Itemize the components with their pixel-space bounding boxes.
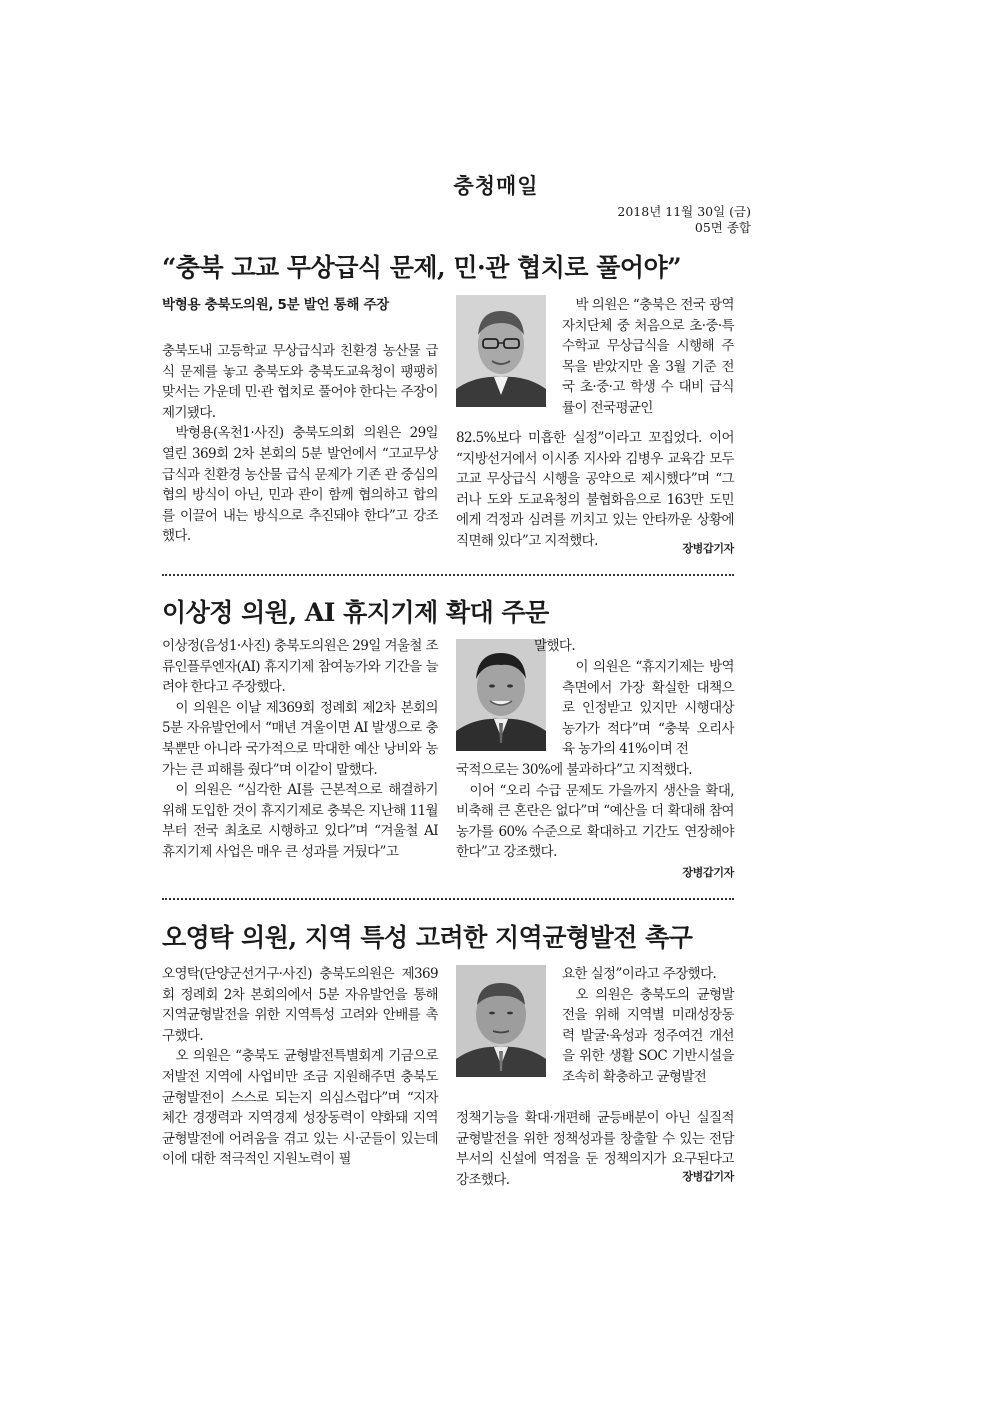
masthead: 충청매일 (453, 174, 539, 198)
article-1-photo (456, 295, 546, 407)
divider-1 (162, 574, 734, 576)
article-3-photo (456, 965, 546, 1077)
article-3-right-bottom-text: 정책기능을 확대·개편해 균등배분이 아닌 실질적 균형발전을 위한 정책성과를 창출할 수 있는 전담부서의 신설에 역점을 둔 정책의지가 요구된다고 강조했다. (456, 1110, 734, 1188)
article-1-left-paragraph-1: 충북도내 고등학교 무상급식과 친환경 농산물 급식 문제를 놓고 충북도와 충북도교육청이 팽팽히 맞서는 가운데 민·관 협치로 풀어야 한다는 주장이 제기됐다. (162, 343, 438, 421)
article-1-headline: “충북 고교 무상급식 문제, 민·관 협치로 풀어야” (162, 253, 682, 282)
article-2-right-bottom (456, 760, 734, 863)
article-1-right-top (562, 295, 734, 419)
article-3-left-paragraph-2: 오 의원은 “충북도 균형발전특별회계 기금으로 저발전 지역에 사업비만 조금 지원해주면 충북도 균형발전이 스스로 되는지 의심스럽다”며 “지자체간 경쟁력과 지역경제 성장동력이 약화돼 지역균형발전에 어려움을 겪고 있는 시·군들이 있는데 이에 대한 적극적인 지원노력이 필 (162, 1048, 438, 1168)
article-2-right-bottom-2-text: 이어 “오리 수급 문제도 가을까지 생산을 확대, 비축해 큰 혼란은 없다”며 “예산을 더 확대해 참여 농가를 60% 수준으로 확대하고 기간도 연장해야 한다”고 강조했다. (456, 782, 734, 861)
article-2-photo (456, 639, 546, 751)
article-2-left-paragraph-3: 이 의원은 “심각한 AI를 근본적으로 해결하기 위해 도입한 것이 휴지기제로 충북은 지난해 11월부터 전국 최초로 시행하고 있다”며 “겨울철 AI 휴지기제 사업은 매우 큰 성과를 거뒀다”고 (162, 782, 438, 860)
article-2-right-top-text: 말했다. (534, 638, 576, 654)
divider-2 (162, 898, 734, 900)
article-3-right-top (562, 964, 734, 1088)
article-3-left-paragraph-1: 오영탁(단양군선거구·사진) 충북도의원은 제369회 정례회 2차 본회의에서 5분 자유발언을 통해 지역균형발전을 위한 지역특성 고려와 안배를 촉구했다. (162, 966, 438, 1044)
article-2-left-column (162, 636, 438, 863)
date-text: 2018년 11월 30일 (금) (617, 204, 751, 219)
article-1-right-bottom (456, 428, 734, 552)
article-1-subhead: 박형용 충북도의원, 5분 발언 통해 주장 (162, 297, 390, 313)
article-2-right-top-2-text: 이 의원은 “휴지기제는 방역 측면에서 가장 확실한 대책으로 인정받고 있지만 시행대상 농가가 적다”며 “충북 오리사육 농가의 41%이며 전 (562, 659, 734, 758)
article-2-right-top-2 (562, 657, 734, 760)
article-2-headline: 이상정 의원, AI 휴지기제 확대 주문 (162, 598, 549, 627)
portrait-3-image (456, 965, 546, 1077)
article-1-right-top-text: 박 의원은 “충북은 전국 광역자치단체 중 처음으로 초·중·특수학교 무상급식을 시행해 주목을 받았지만 올 3월 기준 전국 초·중·고 학생 수 대비 급식률이 전국평균인 (562, 297, 734, 416)
article-3-left-column (162, 964, 438, 1170)
dateline (617, 204, 751, 236)
section-text: 05면 종합 (694, 220, 751, 235)
article-1-right-bottom-text: 82.5%보다 미흡한 실정”이라고 꼬집었다. 이어 “지방선거에서 이시종 지사와 김병우 교육감 모두 고교 무상급식 시행을 공약으로 제시했다”며 “그러나 도와 도교육청의 불협화음으로 163만 도민에게 걱정과 심려를 끼치고 있는 안타까운 상황에 직면해 있다”고 지적했다. (456, 430, 734, 549)
article-3-byline: 장병갑기자 (682, 1170, 734, 1183)
article-2-left-paragraph-2: 이 의원은 이날 제369회 정례회 제2차 본회의 5분 자유발언에서 “매년 겨울이면 AI 발생으로 충북뿐만 아니라 국가적으로 막대한 예산 낭비와 농가는 큰 피해를 줬다”며 이같이 말했다. (162, 699, 438, 778)
article-1-left-paragraph-2: 박형용(옥천1·사진) 충북도의회 의원은 29일 열린 369회 2차 본회의 5분 발언에서 “고교무상급식과 친환경 농산물 급식 문제가 기존 관 중심의 협의 방식이 아닌, 민과 관이 함께 협의하고 합의를 이끌어 내는 방식으로 추진돼야 한다”고 강조했다. (162, 425, 438, 545)
article-2-left-paragraph-1: 이상정(음성1·사진) 충북도의원은 29일 겨울철 조류인플루엔자(AI) 휴지기제 참여농가와 기간을 늘려야 한다고 주장했다. (162, 638, 438, 696)
article-3-headline: 오영탁 의원, 지역 특성 고려한 지역균형발전 촉구 (162, 923, 693, 952)
article-3-right-top-2-text: 오 의원은 충북도의 균형발전을 위해 지역별 미래성장동력 발굴·육성과 정주여건 개선을 위한 생활 SOC 기반시설을 조속히 확충하고 균형발전 (562, 986, 734, 1085)
article-1-left-column (162, 341, 438, 547)
article-2-byline: 장병갑기자 (682, 866, 734, 879)
article-3-right-top-text: 요한 실정”이라고 주장했다. (562, 966, 717, 982)
article-2-right-top (534, 636, 734, 657)
portrait-1-image (456, 295, 546, 407)
article-1-byline: 장병갑기자 (682, 542, 734, 555)
article-3 (162, 918, 734, 1188)
article-2-right-bottom-text: 국적으로는 30%에 불과하다”고 지적했다. (456, 762, 692, 778)
portrait-2-image (456, 639, 546, 751)
article-1 (162, 248, 734, 568)
article-2 (162, 593, 734, 883)
